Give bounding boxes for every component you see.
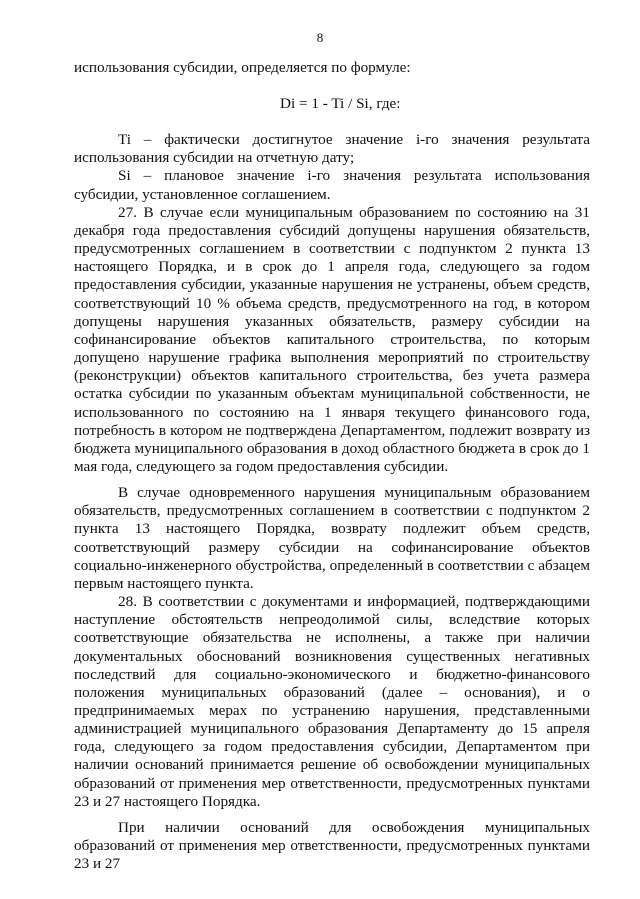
- paragraph-ti-definition: Ti – фактически достигнутое значение i-го значения результата использования субсидии на отчетную дату;: [74, 131, 590, 167]
- paragraph-27-second: В случае одновременного нарушения муниципальным образованием обязательств, предусмотренных соглашением в соответствии с подпунктом 2 пункта 13 настоящего Порядка, возврату подлежит объем средств, соответствующий размеру субсидии на софинансирование объектов социально-инженерного обустройства, определенный в соответствии с абзацем первым настоящего пункта.: [74, 484, 590, 592]
- paragraph-28: 28. В соответствии с документами и информацией, подтверждающими наступление обстоятельств непреодолимой силы, вследствие которых соответствующие обязательства не исполнены, а также при наличии документальных обоснований возникновения существенных негативных последствий для социально-экономического и бюджетно-финансового положения муниципальных образований (далее – основания), и о предпринимаемых мерах по устранению нарушения, представленными администрацией муниципального образования Департаменту до 15 апреля года, следующего за годом предоставления субсидии, Департаментом при наличии оснований принимается решение об освобождении муниципальных образований от применения мер ответственности, предусмотренных пунктами 23 и 27 настоящего Порядка.: [74, 593, 590, 810]
- page-number: 8: [316, 30, 324, 45]
- paragraph-27: 27. В случае если муниципальным образованием по состоянию на 31 декабря года предоставления субсидий допущены нарушения обязательств, предусмотренных соглашением в соответствии с подпунктом 2 пункта 13 настоящего Порядка, и в срок до 1 апреля года, следующего за годом предоставления субсидии, указанные нарушения не устранены, объем средств, соответствующий 10 % объема средств, предусмотренного на год, в котором допущены нарушения указанных обязательств, размеру субсидии на софинансирование объектов капитального строительства, по которым допущено нарушение графика выполнения мероприятий по строительству (реконструкции) объектов капитального строительства, без учета размера остатка субсидии по указанным объектам муниципальной собственности, не использованного по состоянию на 1 января текущего финансового года, потребность в котором не подтверждена Департаментом, подлежит возврату из бюджета муниципального образования в доход областного бюджета в срок до 1 мая года, следующего за годом предоставления субсидии.: [74, 203, 590, 475]
- paragraph-si-definition: Si – плановое значение i-го значения результата использования субсидии, установленное соглашением.: [74, 167, 590, 203]
- document-body: [74, 59, 590, 873]
- formula: Di = 1 - Ti / Si, где:: [280, 95, 401, 113]
- paragraph-28-second: При наличии оснований для освобождения муниципальных образований от применения мер ответственности, предусмотренных пунктами 23 и 27: [74, 818, 590, 873]
- paragraph-intro: использования субсидии, определяется по формуле:: [74, 59, 411, 76]
